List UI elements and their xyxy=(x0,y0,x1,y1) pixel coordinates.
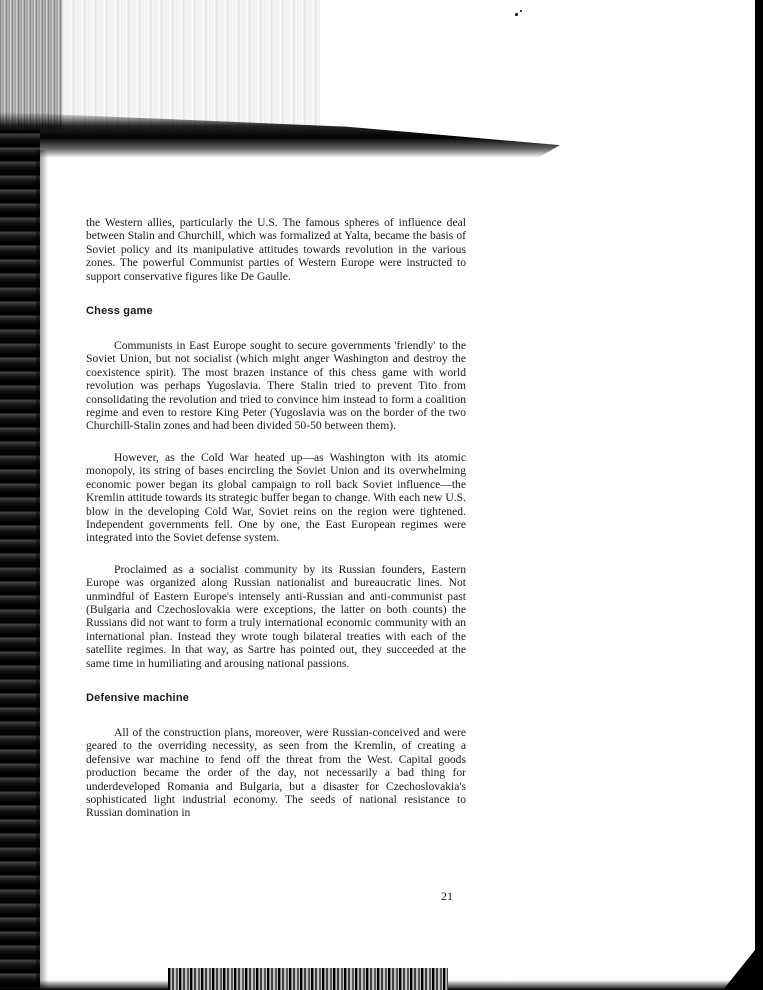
section-heading-defensive-machine: Defensive machine xyxy=(86,691,190,704)
paragraph-intro: the Western allies, particularly the U.S. The famous spheres of influence deal between Stalin and Churchill, which was formalized at Yalta, became the basis of Soviet policy and its manipulative attitudes towards revolution in the various zones. The powerful Communist parties of Western Europe were instructed to support conservative figures like De Gaulle. xyxy=(86,216,466,283)
page-body xyxy=(86,216,466,820)
scan-speck xyxy=(515,13,518,16)
paragraph: Communists in East Europe sought to secure governments 'friendly' to the Soviet Union, but not socialist (which might anger Washington and destroy the coexistence spirit). The most brazen instance of this chess game with world revolution was perhaps Yugoslavia. There Stalin tried to prevent Tito from consolidating the revolution and tried to convince him instead to form a coalition regime and even to restore King Peter (Yugoslavia was on the border of the two Churchill-Stalin zones and had been divided 50-50 between them). xyxy=(86,339,466,433)
scan-left-edge xyxy=(0,130,40,990)
section-heading-chess-game: Chess game xyxy=(86,305,153,318)
scan-bottom-barcode xyxy=(168,968,448,990)
scan-top-dark xyxy=(0,0,62,130)
paragraph: Proclaimed as a socialist community by its Russian founders, Eastern Europe was organized along Russian nationalist and bureaucratic lines. Not unmindful of Eastern Europe's intensely anti-Russian and anti-communist past (Bulgaria and Czechoslovakia were exceptions, the latter on both counts) the Russians did not want to form a truly international economic community with an international plan. Instead they wrote tough bilateral treaties with each of the satellite regimes. In that way, as Sartre has pointed out, they succeeded at the same time in humiliating and arousing national passions. xyxy=(86,562,466,670)
scan-right-edge xyxy=(755,0,763,990)
paragraph: However, as the Cold War heated up—as Washington with its atomic monopoly, its string of bases encircling the Soviet Union and its overwhelming economic power began its global campaign to roll back Soviet influence—the Kremlin attitude towards its strategic buffer began to change. With each new U.S. blow in the developing Cold War, Soviet reins on the region were tightened. Independent governments fell. One by one, the East European regimes were integrated into the Soviet defense system. xyxy=(86,450,466,545)
page-corner-curl xyxy=(723,940,763,990)
scan-left-edge-fade xyxy=(36,150,48,990)
page-number: 21 xyxy=(441,889,453,903)
paragraph: All of the construction plans, moreover, were Russian-conceived and were geared to the overriding necessity, as seen from the Kremlin, of creating a defensive war machine to fend off the threat from the West. Capital goods production became the order of the day, not necessarily a bad thing for underdeveloped Romania and Bulgaria, but a disaster for Czechoslovakia's sophisticated light industrial economy. The seeds of national resistance to Russian domination in xyxy=(86,725,466,820)
scan-speck xyxy=(520,10,522,12)
